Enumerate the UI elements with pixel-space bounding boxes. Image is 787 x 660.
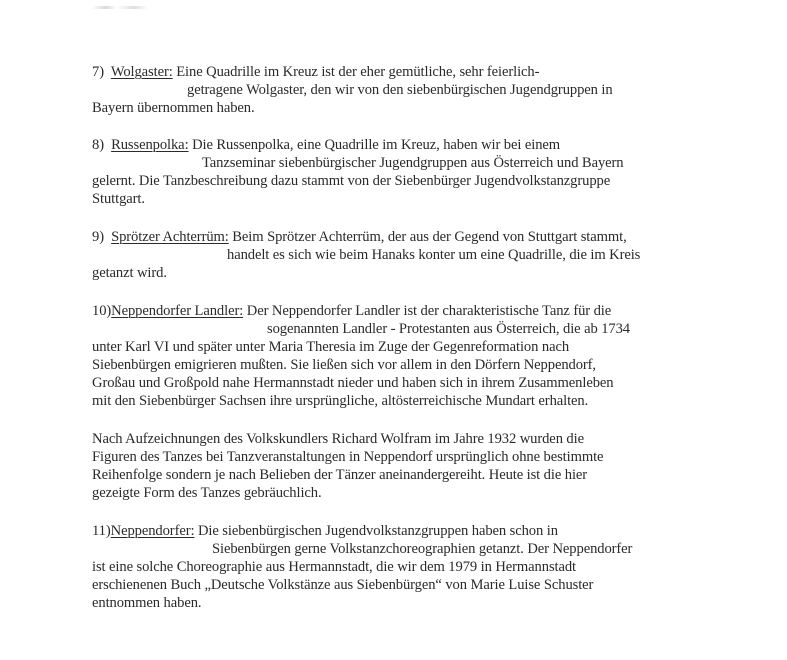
- item-10-line-5: Großau und Großpold nahe Hermannstadt nieder und haben sich in ihrem Zusammenleben: [92, 375, 614, 391]
- item-11-line-3: ist eine solche Choreographie aus Hermannstadt, die wir dem 1979 in Hermannstadt: [92, 559, 577, 575]
- item-8-line-3: gelernt. Die Tanzbeschreibung dazu stammt von der Siebenbürger Jugendvolkstanzgruppe: [92, 173, 611, 189]
- item-8-term: Russenpolka:: [111, 137, 189, 153]
- item-9-term: Sprötzer Achterrüm:: [111, 229, 229, 245]
- paragraph-line-1: Nach Aufzeichnungen des Volkskundlers Richard Wolfram im Jahre 1932 wurden die: [92, 431, 584, 447]
- item-8-line-2: Tanzseminar siebenbürgischer Jugendgruppen aus Österreich und Bayern: [202, 155, 624, 171]
- item-10-number: 10): [92, 303, 112, 319]
- item-9-number: 9): [92, 229, 104, 245]
- item-8-line-1: [92, 136, 560, 154]
- item-7-line-3: Bayern übernommen haben.: [92, 100, 255, 116]
- item-8-text-1: Die Russenpolka, eine Quadrille im Kreuz, haben wir bei einem: [192, 137, 561, 153]
- item-7-line-2: getragene Wolgaster, den wir von den siebenbürgischen Jugendgruppen in: [187, 82, 613, 98]
- item-7-text-1: Eine Quadrille im Kreuz ist der eher gemütliche, sehr feierlich-: [176, 64, 540, 80]
- item-9-line-1: [92, 228, 627, 246]
- item-11-line-4: erschienenen Buch „Deutsche Volkstänze aus Siebenbürgen“ von Marie Luise Schuster: [92, 577, 594, 593]
- item-11-line-1: [92, 522, 558, 540]
- item-8-number: 8): [92, 137, 104, 153]
- item-11-number: 11): [92, 523, 111, 539]
- item-11-line-5: entnommen haben.: [92, 595, 202, 611]
- item-9-text-1: Beim Sprötzer Achterrüm, der aus der Gegend von Stuttgart stammt,: [232, 229, 627, 245]
- item-10-text-1: Der Neppendorfer Landler ist der charakteristische Tanz für die: [246, 303, 612, 319]
- item-10-line-6: mit den Siebenbürger Sachsen ihre ursprüngliche, altösterreichische Mundart erhalten.: [92, 393, 589, 409]
- paragraph-line-2: Figuren des Tanzes bei Tanzveranstaltungen in Neppendorf ursprünglich ohne bestimmte: [92, 449, 604, 465]
- item-7-line-1: [92, 63, 539, 81]
- scan-artifact: [92, 6, 162, 9]
- item-7-number: 7): [92, 64, 104, 80]
- item-8-line-4: Stuttgart.: [92, 191, 145, 207]
- item-7-term: Wolgaster:: [110, 64, 173, 80]
- item-10-line-2: sogenannten Landler - Protestanten aus Österreich, die ab 1734: [267, 321, 630, 337]
- item-10-line-3: unter Karl VI und später unter Maria Theresia im Zuge der Gegenreformation nach: [92, 339, 570, 355]
- item-10-line-1: [92, 302, 611, 320]
- paragraph-line-3: Reihenfolge sondern je nach Belieben der Tänzer aneinandergereiht. Heute ist die hier: [92, 467, 588, 483]
- item-10-line-4: Siebenbürgen emigrieren mußten. Sie ließen sich vor allem in den Dörfern Neppendorf,: [92, 357, 596, 373]
- item-9-line-3: getanzt wird.: [92, 265, 167, 281]
- item-11-text-1: Die siebenbürgischen Jugendvolkstanzgruppen haben schon in: [197, 523, 558, 539]
- item-11-line-2: Siebenbürgen gerne Volkstanzchoreographien getanzt. Der Neppendorfer: [212, 541, 633, 557]
- item-10-term: Neppendorfer Landler:: [111, 303, 244, 319]
- item-9-line-2: handelt es sich wie beim Hanaks konter um eine Quadrille, die im Kreis: [227, 247, 641, 263]
- item-11-term: Neppendorfer:: [110, 523, 195, 539]
- paragraph-line-4: gezeigte Form des Tanzes gebräuchlich.: [92, 485, 322, 501]
